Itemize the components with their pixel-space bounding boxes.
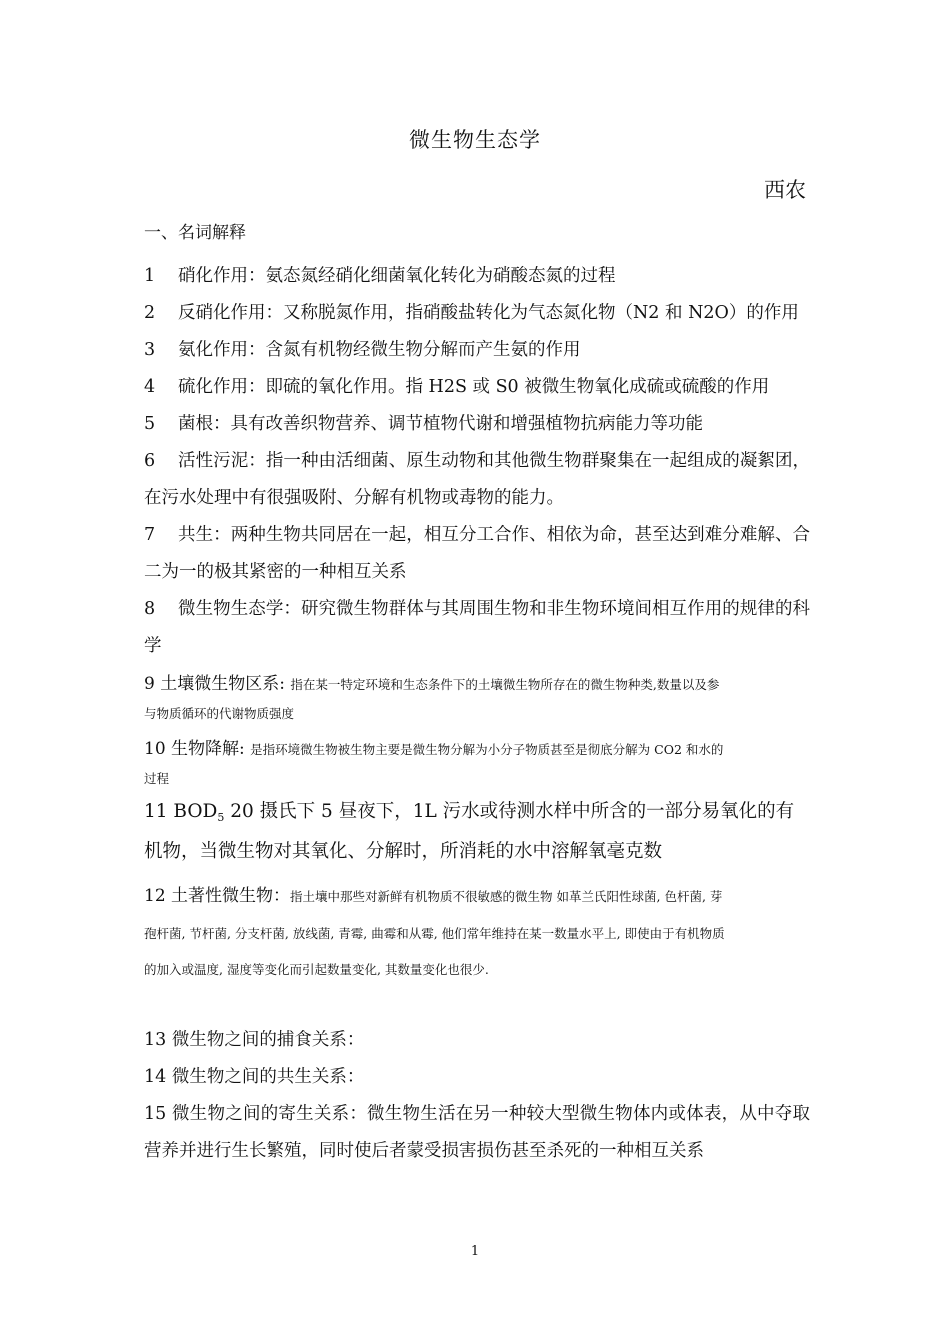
- item-label: 10 生物降解:: [144, 739, 245, 759]
- item-number: 1: [144, 266, 156, 286]
- document-body: [144, 220, 810, 1170]
- definition-item-9: [144, 665, 810, 724]
- item-number: 2: [144, 303, 156, 323]
- definition-item-8: [144, 591, 810, 665]
- definition-item-13: 13 微生物之间的捕食关系：: [144, 1030, 365, 1050]
- item-text: 微生物生态学：研究微生物群体与其周围生物和非生物环境间相互作用的规律的科学: [144, 599, 810, 656]
- item-label: 9 土壤微生物区系:: [144, 674, 285, 694]
- definition-item-11: [144, 795, 810, 869]
- item-text: 20 摄氏下 5 昼夜下，1L 污水或待测水样中所含的一部分易氧化的有机物，当微生物对其氧化、分解时，所消耗的水中溶解氧毫克数: [144, 801, 795, 862]
- document-title: 微生物生态学: [409, 128, 541, 152]
- definition-item-1: [144, 258, 810, 295]
- section-heading: 一、名词解释: [144, 223, 246, 243]
- item-text: 菌根：具有改善织物营养、调节植物代谢和增强植物抗病能力等功能: [178, 414, 703, 434]
- definition-item-14: 14 微生物之间的共生关系：: [144, 1067, 365, 1087]
- item-number: 4: [144, 377, 156, 397]
- item-text: 指在某一特定环境和生态条件下的土壤微生物所存在的微生物种类,数量以及参: [290, 677, 720, 692]
- item-text: 是指环境微生物被生物主要是微生物分解为小分子物质甚至是彻底分解为 CO2 和水的: [250, 742, 724, 757]
- definition-item-4: [144, 369, 810, 406]
- item-text: 氨化作用：含氮有机物经微生物分解而产生氨的作用: [178, 340, 581, 360]
- definition-item-3: [144, 332, 810, 369]
- spacer: [144, 988, 810, 1022]
- item-label: 11 BOD: [144, 801, 218, 822]
- item-text-continued: 过程: [144, 771, 170, 786]
- definition-item-7: [144, 517, 810, 591]
- definition-item-10: [144, 730, 810, 789]
- item-text-continued: 与物质循环的代谢物质强度: [144, 706, 295, 721]
- item-text-continued: 的加入或温度, 湿度等变化而引起数量变化, 其数量变化也很少.: [144, 962, 489, 977]
- page-number: 1: [470, 1244, 480, 1259]
- item-number: 7: [144, 525, 156, 545]
- definition-item-12: [144, 877, 810, 988]
- item-text: 指土壤中那些对新鲜有机物质不很敏感的微生物 如革兰氏阳性球菌, 色杆菌, 芽: [290, 889, 723, 904]
- definition-item-5: [144, 406, 810, 443]
- item-text: 硝化作用：氨态氮经硝化细菌氧化转化为硝酸态氮的过程: [178, 266, 616, 286]
- bod-subscript: 5: [217, 811, 225, 824]
- item-number: 5: [144, 414, 156, 434]
- document-author: 西农: [764, 178, 806, 202]
- item-text: 硫化作用：即硫的氧化作用。指 H2S 或 S0 被微生物氧化成硫或硫酸的作用: [178, 377, 770, 397]
- item-label: 12 土著性微生物：: [144, 886, 291, 906]
- item-text: 反硝化作用：又称脱氮作用，指硝酸盐转化为气态氮化物（N2 和 N2O）的作用: [178, 303, 799, 323]
- item-text: 共生：两种生物共同居在一起，相互分工合作、相依为命，甚至达到难分难解、合二为一的极其紧密的一种相互关系: [144, 525, 810, 582]
- item-number: 6: [144, 451, 156, 471]
- definition-item-15: 15 微生物之间的寄生关系：微生物生活在另一种较大型微生物体内或体表，从中夺取营养并进行生长繁殖，同时使后者蒙受损害损伤甚至杀死的一种相互关系: [144, 1104, 810, 1161]
- item-number: 8: [144, 599, 156, 619]
- definition-item-2: [144, 295, 810, 332]
- definition-item-6: [144, 443, 810, 517]
- item-text: 活性污泥：指一种由活细菌、原生动物和其他微生物群聚集在一起组成的凝絮团，在污水处理中有很强吸附、分解有机物或毒物的能力。: [144, 451, 810, 508]
- item-text-continued: 孢杆菌, 节杆菌, 分支杆菌, 放线菌, 青霉, 曲霉和从霉, 他们常年维持在某一数量水平上, 即使由于有机物质: [144, 926, 725, 941]
- item-number: 3: [144, 340, 156, 360]
